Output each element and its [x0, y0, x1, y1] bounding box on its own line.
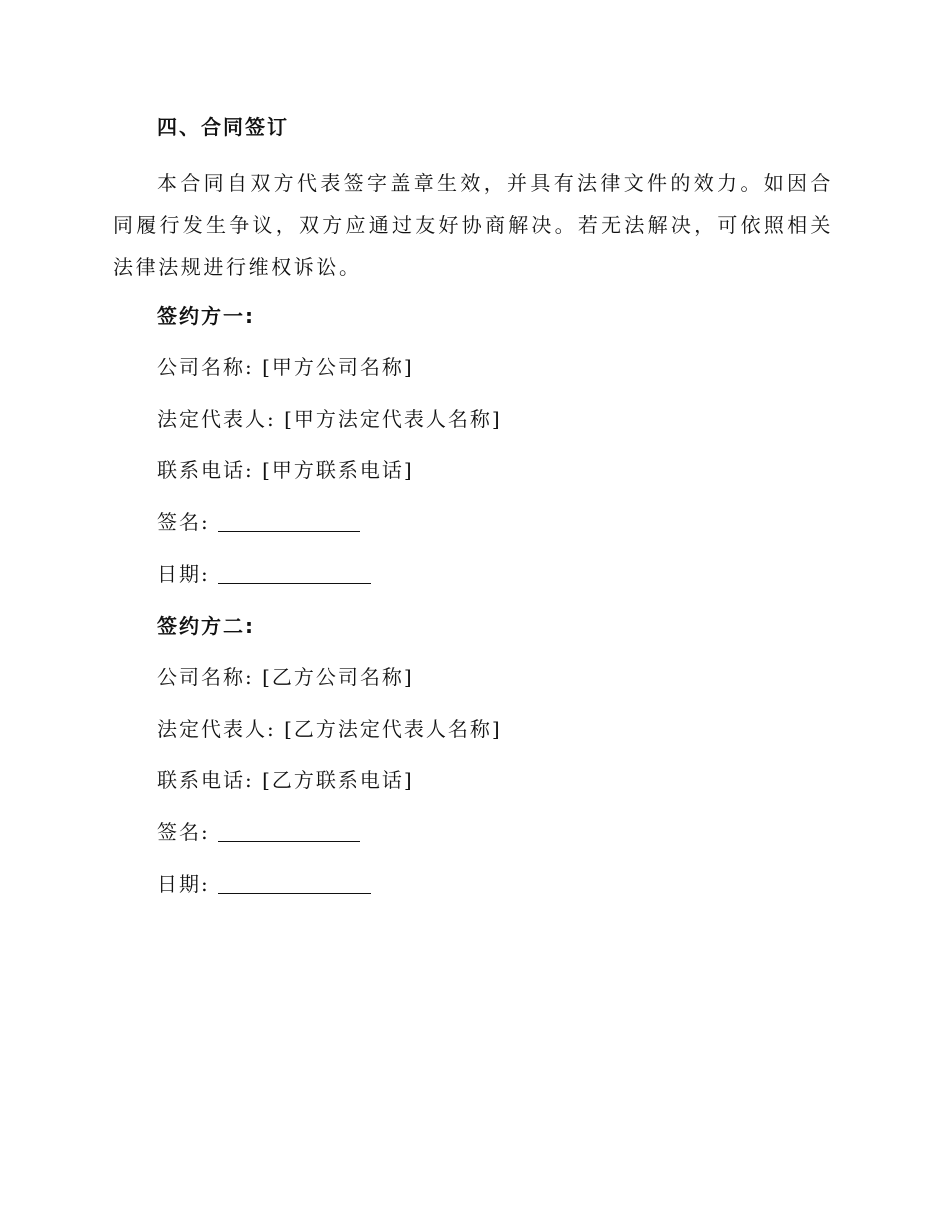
party-one-signature-label: 签名:: [157, 510, 210, 534]
party-one-representative: 法定代表人: [甲方法定代表人名称]: [157, 407, 502, 431]
party-two-signature-label: 签名:: [157, 820, 210, 844]
party-two-title: 签约方二:: [157, 614, 255, 638]
party-two-date-row: [157, 870, 371, 898]
party-two-date-label: 日期:: [157, 872, 210, 896]
party-two-date-blank: [218, 871, 371, 894]
party-two-company: 公司名称: [乙方公司名称]: [157, 665, 414, 689]
party-two-signature-row: [157, 818, 360, 846]
party-two-phone: 联系电话: [乙方联系电话]: [157, 768, 414, 792]
party-one-company: 公司名称: [甲方公司名称]: [157, 355, 414, 379]
party-one-date-row: [157, 560, 371, 588]
party-two-representative: 法定代表人: [乙方法定代表人名称]: [157, 717, 502, 741]
party-one-date-label: 日期:: [157, 562, 210, 586]
section-paragraph: 本合同自双方代表签字盖章生效，并具有法律文件的效力。如因合同履行发生争议，双方应通过友好协商解决。若无法解决，可依照相关法律法规进行维权诉讼。: [113, 171, 833, 279]
section-heading: 四、合同签订: [157, 115, 289, 139]
party-one-signature-row: [157, 508, 360, 536]
party-one-title: 签约方一:: [157, 304, 255, 328]
party-one-signature-blank: [218, 509, 360, 532]
party-one-date-blank: [218, 561, 371, 584]
party-one-phone: 联系电话: [甲方联系电话]: [157, 458, 414, 482]
party-two-signature-blank: [218, 819, 360, 842]
